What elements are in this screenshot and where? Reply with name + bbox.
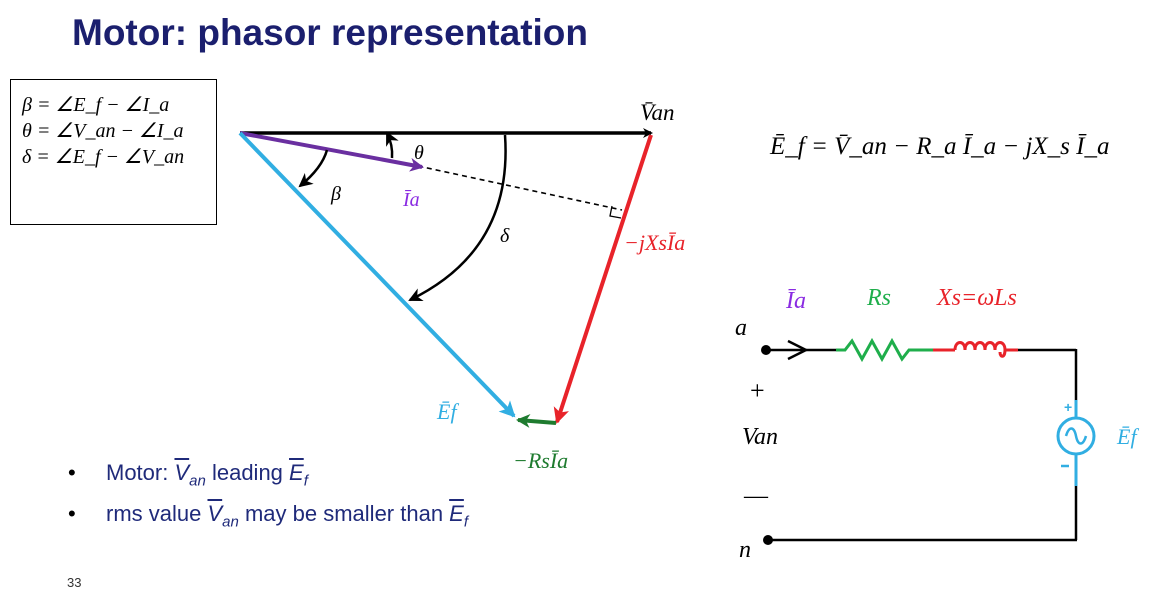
ia-projection-dashed — [418, 166, 622, 210]
source-plus-sign: + — [1064, 399, 1073, 415]
resistor-rs — [836, 341, 933, 359]
beta-angle-arc — [300, 150, 327, 186]
delta-label: δ — [500, 225, 510, 247]
neg-rs-ia-label: −RsĪa — [513, 448, 569, 473]
equivalent-circuit — [735, 285, 1139, 563]
plus-sign: + — [750, 376, 765, 405]
terminal-a-label: a — [735, 315, 747, 341]
v-symbol: $\overline{V}$ — [207, 501, 223, 526]
x-s-label: Xs=ωLs — [937, 285, 1017, 311]
neg-jxs-ia-label: −jXsĪa — [624, 230, 686, 255]
neg-jxs-ia-phasor — [557, 135, 651, 422]
v-an-circuit-label: Van — [742, 424, 778, 450]
slide-title: Motor: phasor representation — [72, 12, 588, 53]
theta-label: θ — [414, 142, 424, 164]
v-an-label: V̄an — [640, 100, 675, 125]
sine-wave-icon — [1066, 429, 1086, 444]
neg-rs-ia-phasor — [518, 420, 556, 423]
v-symbol: $\overline{V}$ — [174, 460, 190, 485]
terminal-n-dot — [763, 535, 773, 545]
e-f-phasor — [240, 133, 514, 416]
minus-sign: — — [744, 483, 768, 509]
delta-angle-arc — [410, 135, 506, 300]
r-s-label: Rs — [867, 285, 891, 311]
ef-equation: Ē_f = V̄_an − R_a Ī_a − jX_s Ī_a — [770, 133, 1110, 160]
bullet-text: Motor: $\overline{V}_{an}$ leading $\overline{E}_f$ — [106, 460, 308, 490]
e-f-circuit-label: Ēf — [1117, 424, 1137, 449]
e-f-label: Ēf — [437, 399, 457, 424]
inductor-xs — [933, 343, 1018, 357]
phasor-diagram — [240, 100, 685, 473]
bullet-dot-icon: • — [68, 460, 76, 485]
terminal-n-label: n — [739, 537, 751, 563]
def-theta: θ = ∠V_an − ∠I_a — [22, 120, 184, 142]
bullet-text: rms value $\overline{V}_{an}$ may be smaller than $\overline{E}_f$ — [106, 501, 469, 531]
i-a-label: Īa — [403, 189, 420, 211]
e-symbol: $\overline{E}$ — [289, 460, 304, 485]
e-symbol: $\overline{E}$ — [449, 501, 464, 526]
terminal-a-dot — [761, 345, 771, 355]
i-a-circuit-label: Īa — [786, 288, 806, 314]
page-number: 33 — [67, 575, 82, 590]
theta-angle-arc — [387, 133, 392, 158]
def-beta: β = ∠E_f − ∠I_a — [22, 94, 170, 116]
def-delta: δ = ∠E_f − ∠V_an — [22, 146, 185, 168]
beta-label: β — [331, 183, 341, 205]
bullet-dot-icon: • — [68, 501, 76, 526]
